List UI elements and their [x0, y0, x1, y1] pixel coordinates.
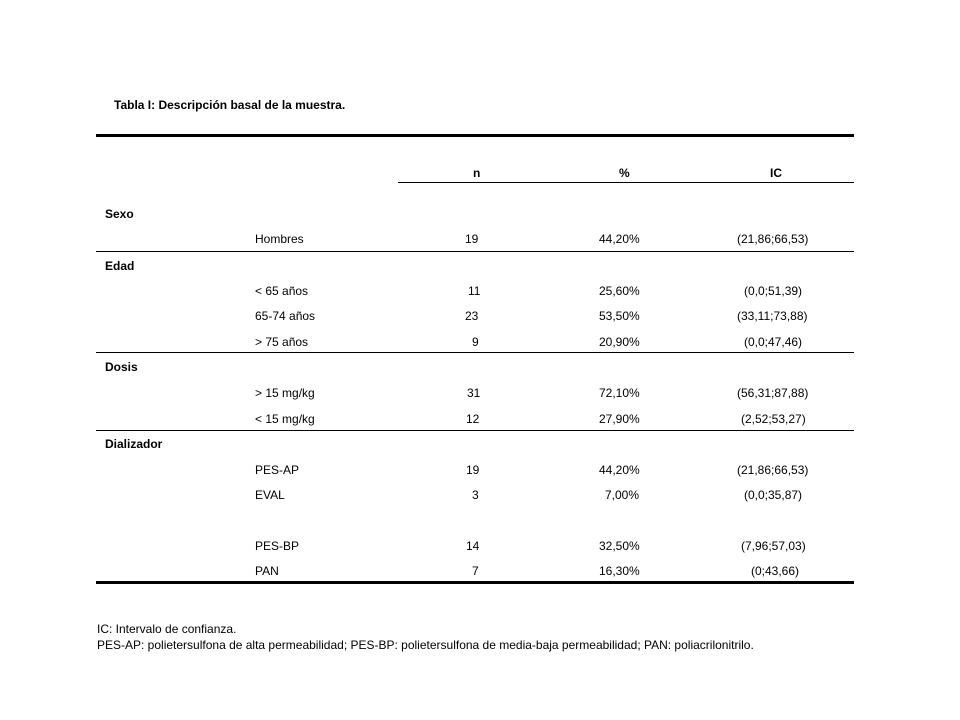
group-label-dosis: Dosis	[105, 360, 138, 374]
row-pct: 44,20%	[599, 232, 640, 246]
row-ic: (0,0;51,39)	[744, 284, 803, 298]
row-pct: 7,00%	[605, 488, 640, 502]
row-pct: 53,50%	[599, 309, 640, 323]
row-ic: (33,11;73,88)	[737, 309, 808, 323]
group-label-sexo: Sexo	[105, 207, 134, 221]
header-pct: %	[619, 166, 630, 180]
row-ic: (0,0;35,87)	[744, 488, 803, 502]
row-ic: (7,96;57,03)	[741, 539, 806, 553]
row-pct: 32,50%	[599, 539, 640, 553]
row-n: 11	[468, 284, 481, 298]
row-pct: 16,30%	[599, 564, 640, 578]
row-ic: (0,0;47,46)	[744, 335, 803, 349]
row-label: < 15 mg/kg	[255, 412, 315, 426]
table-bottom-rule	[96, 581, 854, 584]
row-n: 14	[466, 539, 480, 553]
row-pct: 25,60%	[599, 284, 640, 298]
row-ic: (0;43,66)	[751, 564, 800, 578]
group-label-edad: Edad	[105, 259, 135, 273]
row-n: 23	[465, 309, 479, 323]
dosis-group-rule	[96, 430, 854, 431]
row-ic: (56,31;87,88)	[737, 386, 809, 400]
row-label: Hombres	[255, 232, 304, 246]
row-label: EVAL	[255, 488, 285, 502]
row-ic: (21,86;66,53)	[737, 463, 809, 477]
row-n: 12	[466, 412, 480, 426]
row-pct: 27,90%	[599, 412, 640, 426]
row-n: 9	[472, 335, 479, 349]
row-n: 19	[465, 232, 479, 246]
row-label: PAN	[255, 564, 279, 578]
row-ic: (21,86;66,53)	[737, 232, 809, 246]
row-label: > 75 años	[255, 335, 309, 349]
row-label: > 15 mg/kg	[255, 386, 315, 400]
table-title: Tabla I: Descripción basal de la muestra.	[114, 98, 346, 112]
row-n: 3	[472, 488, 479, 502]
group-label-dializador: Dializador	[105, 437, 163, 451]
row-n: 31	[467, 386, 481, 400]
sexo-group-rule	[96, 251, 854, 252]
header-underline	[398, 182, 854, 183]
row-pct: 44,20%	[599, 463, 640, 477]
edad-group-rule	[96, 352, 854, 353]
table-top-rule	[96, 134, 854, 137]
row-label: < 65 años	[255, 284, 309, 298]
row-pct: 20,90%	[599, 335, 640, 349]
row-ic: (2,52;53,27)	[741, 412, 806, 426]
header-n: n	[473, 166, 481, 180]
row-pct: 72,10%	[599, 386, 640, 400]
row-n: 7	[472, 564, 479, 578]
footnote-ic: IC: Intervalo de confianza.	[97, 622, 237, 636]
row-label: PES-AP	[255, 463, 300, 477]
footnote-abbreviations: PES-AP: polietersulfona de alta permeabilidad; PES-BP: polietersulfona de media-baja permeabilidad; PAN: poliacrilonitrilo.	[97, 638, 754, 652]
row-label: PES-BP	[255, 539, 300, 553]
row-n: 19	[466, 463, 480, 477]
row-label: 65-74 años	[255, 309, 316, 323]
header-ic: IC	[770, 166, 782, 180]
